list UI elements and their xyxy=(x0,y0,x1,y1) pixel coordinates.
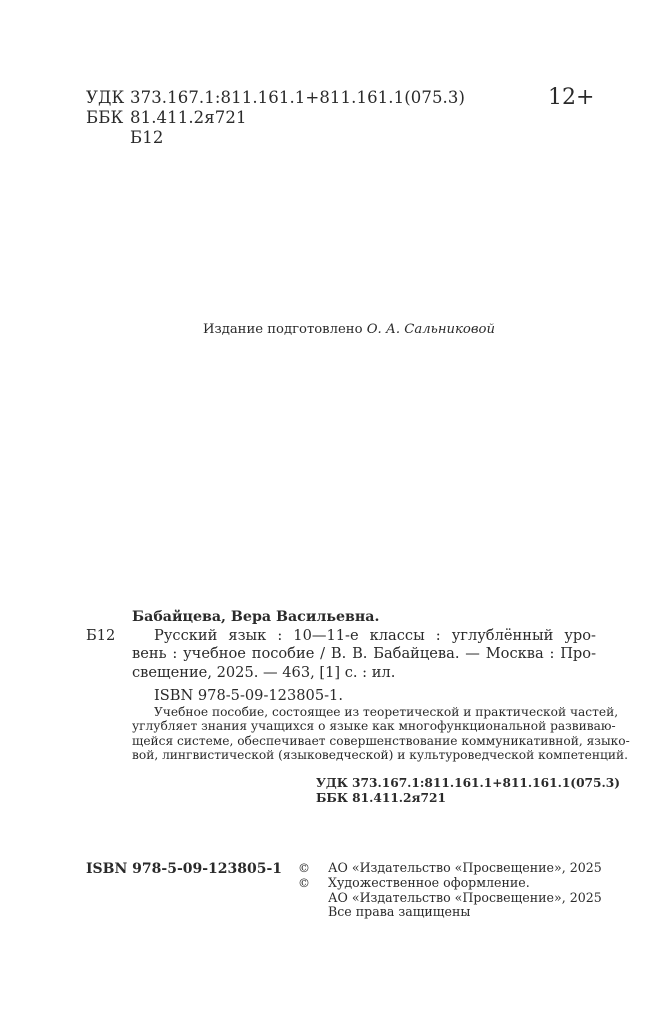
description-line: Русский язык : 10—11-е классы : углублённый уро- xyxy=(154,626,596,644)
bbk-value: 81.411.2я721 xyxy=(130,108,247,127)
annotation-line: щейся системе, обеспечивает совершенствование коммуникативной, языко- xyxy=(132,733,630,748)
copyright-block xyxy=(298,861,602,920)
copyright-icon: © xyxy=(298,875,310,890)
annotation-line: углубляет знания учащихся о языке как многофункциональной развиваю- xyxy=(132,719,616,734)
annotation-line: вой, лингвистической (языковедческой) и культуроведческой компетенций. xyxy=(132,748,628,763)
author-mark-row xyxy=(86,128,465,148)
udk-row xyxy=(86,88,465,108)
record-author-mark: Б12 xyxy=(86,627,116,644)
copyright-line: АО «Издательство «Просвещение», 2025 xyxy=(328,889,602,905)
author-mark: Б12 xyxy=(130,128,164,147)
bbk-label: ББК xyxy=(86,108,124,127)
description-line: свещение, 2025. — 463, [1] с. : ил. xyxy=(132,663,396,681)
prepared-by xyxy=(203,322,495,338)
record-isbn: ISBN 978-5-09-123805-1. xyxy=(154,687,343,705)
prepared-by-text: Издание подготовлено xyxy=(203,322,363,337)
classification-block-top xyxy=(86,88,465,148)
copyright-icon: © xyxy=(298,861,310,875)
udk-label: УДК xyxy=(86,88,125,107)
udk-value: 373.167.1:811.161.1+811.161.1(075.3) xyxy=(130,88,466,107)
annotation xyxy=(132,705,630,763)
isbn-footer: ISBN 978-5-09-123805-1 xyxy=(86,861,283,877)
bbk-row xyxy=(86,108,465,128)
classification-block-bottom xyxy=(316,776,620,806)
description-line: вень : учебное пособие / В. В. Бабайцева. — Москва : Про- xyxy=(132,645,596,663)
age-rating: 12+ xyxy=(548,85,595,110)
bibliographic-record xyxy=(86,608,596,706)
editor-name: О. А. Сальниковой xyxy=(366,322,495,337)
bbk-bottom: ББК 81.411.2я721 xyxy=(316,791,446,805)
annotation-line: Учебное пособие, состоящее из теоретической и практической частей, xyxy=(154,705,619,719)
author-name: Бабайцева, Вера Васильевна. xyxy=(132,609,380,625)
rights-reserved: Все права защищены xyxy=(328,904,471,920)
copyright-line: Художественное оформление. xyxy=(328,874,530,890)
record-description xyxy=(132,627,596,683)
copyright-line: АО «Издательство «Просвещение», 2025 xyxy=(328,860,602,875)
udk-bottom: УДК 373.167.1:811.161.1+811.161.1(075.3) xyxy=(316,776,621,790)
